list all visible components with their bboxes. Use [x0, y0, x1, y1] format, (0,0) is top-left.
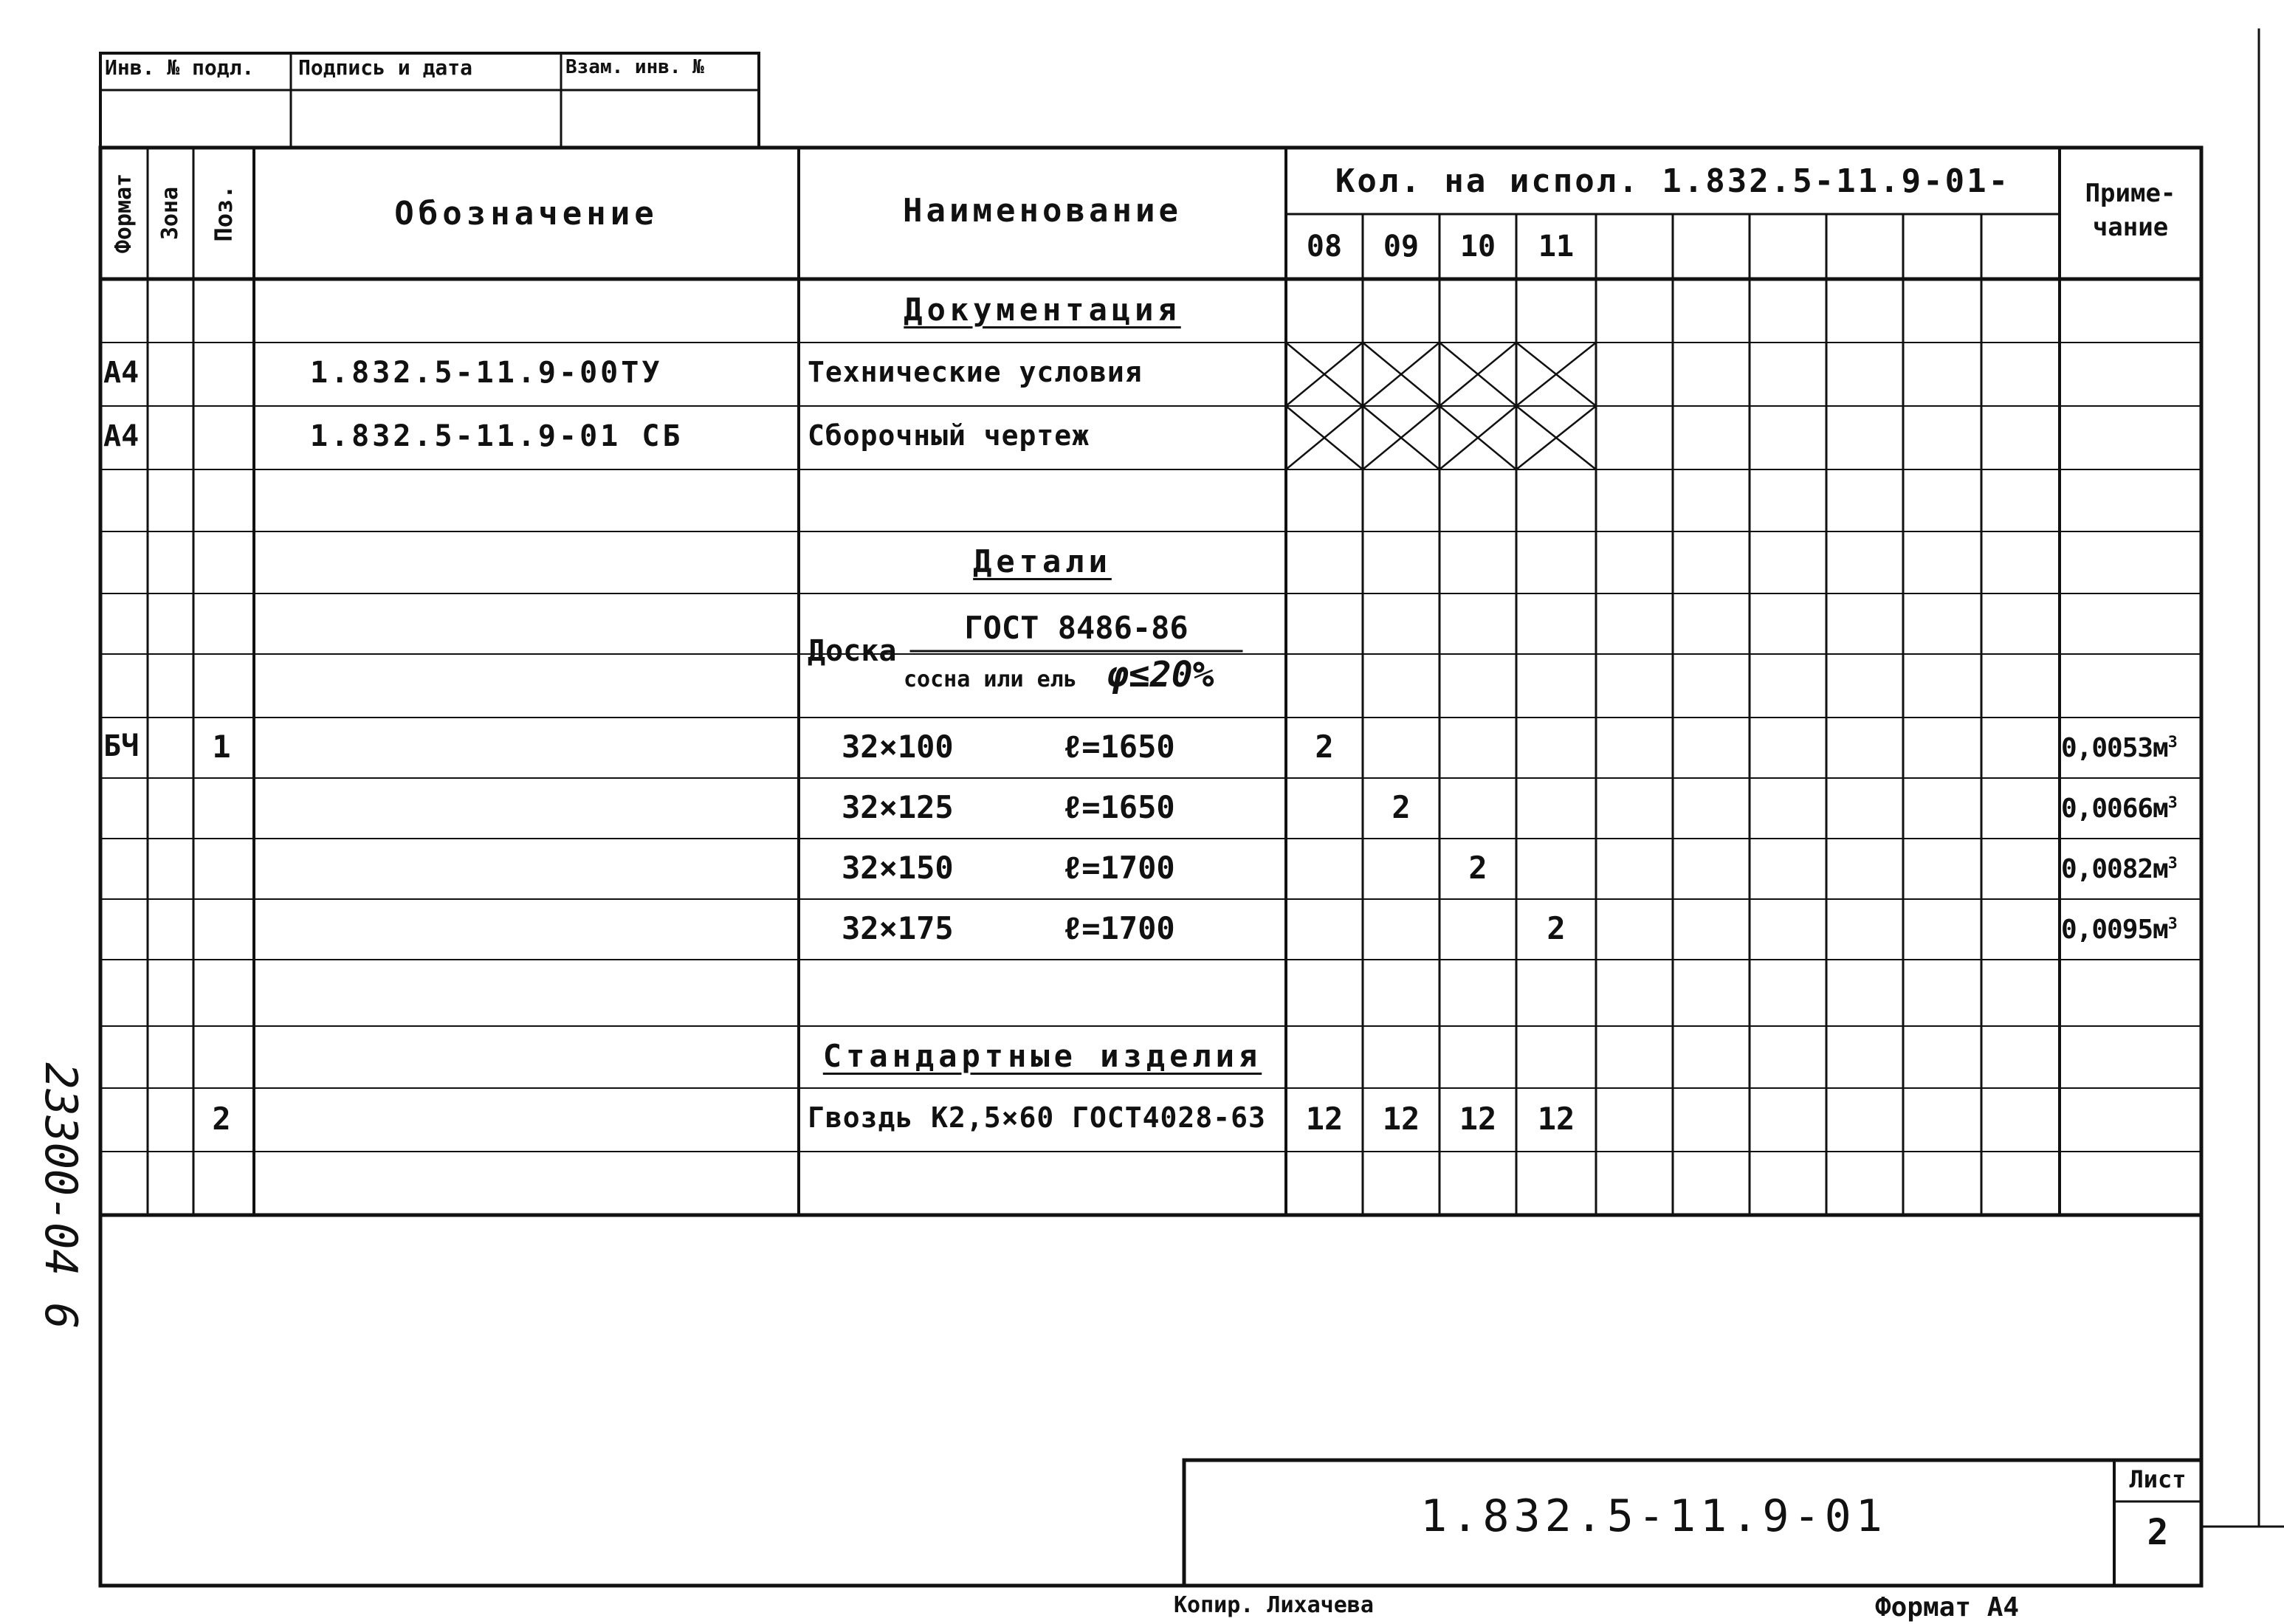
row-note-exponent: 3 — [2167, 915, 2177, 933]
row-note: $0,0053м^3$ — [2061, 733, 2177, 763]
row-qty-08: 12 — [1305, 1101, 1344, 1137]
row-format: А4 — [103, 419, 140, 453]
header-kol: Кол. на испол. 1.832.5-11.9-01- — [1335, 162, 2011, 200]
row-oboznachenie: 1.832.5-11.9-00ТУ — [310, 356, 663, 390]
row-length: ℓ=1700 — [1063, 850, 1175, 886]
doska-denominator: сосна или ель — [904, 667, 1077, 692]
sheet-label: Лист — [2129, 1465, 2187, 1493]
footer-format: Формат А4 — [1875, 1592, 2020, 1623]
section-heading: Документация — [904, 292, 1181, 328]
header-zona: Зона — [157, 186, 183, 241]
vzam-label: Взам. инв. № — [565, 56, 704, 78]
row-qty-11: 2 — [1547, 910, 1566, 946]
header-poz: Поз. — [210, 185, 238, 242]
row-name: Технические условия — [808, 356, 1143, 388]
section-heading: Детали — [973, 543, 1112, 579]
row-name: Сборочный чертеж — [808, 419, 1090, 452]
inv-podl-label: Инв. № подл. — [105, 55, 255, 80]
doc-number: 1.832.5-11.9-01 — [1420, 1490, 1887, 1542]
doska-label: Доска — [808, 634, 897, 668]
row-format: А4 — [103, 356, 140, 390]
row-length: ℓ=1700 — [1063, 910, 1175, 946]
sheet-number: 2 — [2147, 1512, 2169, 1553]
row-qty-09: 2 — [1392, 789, 1411, 825]
footer-copied: Копир. Лихачева — [1174, 1592, 1374, 1618]
row-size: 32×100 — [842, 729, 954, 765]
doska-moisture: φ≤20% — [1107, 654, 1214, 695]
row-qty-10: 2 — [1468, 850, 1487, 886]
row-length: ℓ=1650 — [1063, 729, 1175, 765]
row-note: $0,0095м^3$ — [2061, 915, 2177, 945]
variant-header-08: 08 — [1306, 230, 1343, 264]
row-note: $0,0066м^3$ — [2061, 794, 2177, 824]
row-note-exponent: 3 — [2167, 733, 2177, 751]
header-oboznachenie: Обозначение — [394, 195, 658, 233]
variant-header-11: 11 — [1538, 230, 1575, 264]
row-qty-11: 12 — [1537, 1101, 1575, 1137]
row-size: 32×150 — [842, 850, 954, 886]
podpis-label: Подпись и дата — [298, 55, 473, 80]
row-size: 32×175 — [842, 910, 954, 946]
row-length: ℓ=1650 — [1063, 789, 1175, 825]
variant-header-09: 09 — [1383, 230, 1420, 264]
header-naimenovanie: Наименование — [903, 192, 1182, 230]
row-name: Гвоздь К2,5×60 ГОСТ4028-63 — [808, 1101, 1266, 1134]
row-note: $0,0082м^3$ — [2061, 854, 2177, 884]
row-qty-10: 12 — [1459, 1101, 1497, 1137]
row-poz: 2 — [212, 1101, 231, 1137]
row-poz: 1 — [212, 729, 231, 765]
doska-numerator: ГОСТ 8486-86 — [964, 610, 1189, 646]
row-qty-09: 12 — [1382, 1101, 1420, 1137]
row-qty-08: 2 — [1315, 729, 1334, 765]
variant-header-10: 10 — [1459, 230, 1496, 264]
section-heading: Стандартные изделия — [822, 1038, 1262, 1074]
row-note-exponent: 3 — [2167, 794, 2177, 812]
side-code: 23300-04 6 — [35, 1062, 86, 1329]
header-prim: Приме- чание — [2085, 179, 2176, 242]
row-format: БЧ — [103, 729, 140, 763]
row-size: 32×125 — [842, 789, 954, 825]
row-note-exponent: 3 — [2167, 854, 2177, 873]
row-oboznachenie: 1.832.5-11.9-01 СБ — [310, 419, 684, 453]
header-format: Формат — [111, 173, 137, 254]
